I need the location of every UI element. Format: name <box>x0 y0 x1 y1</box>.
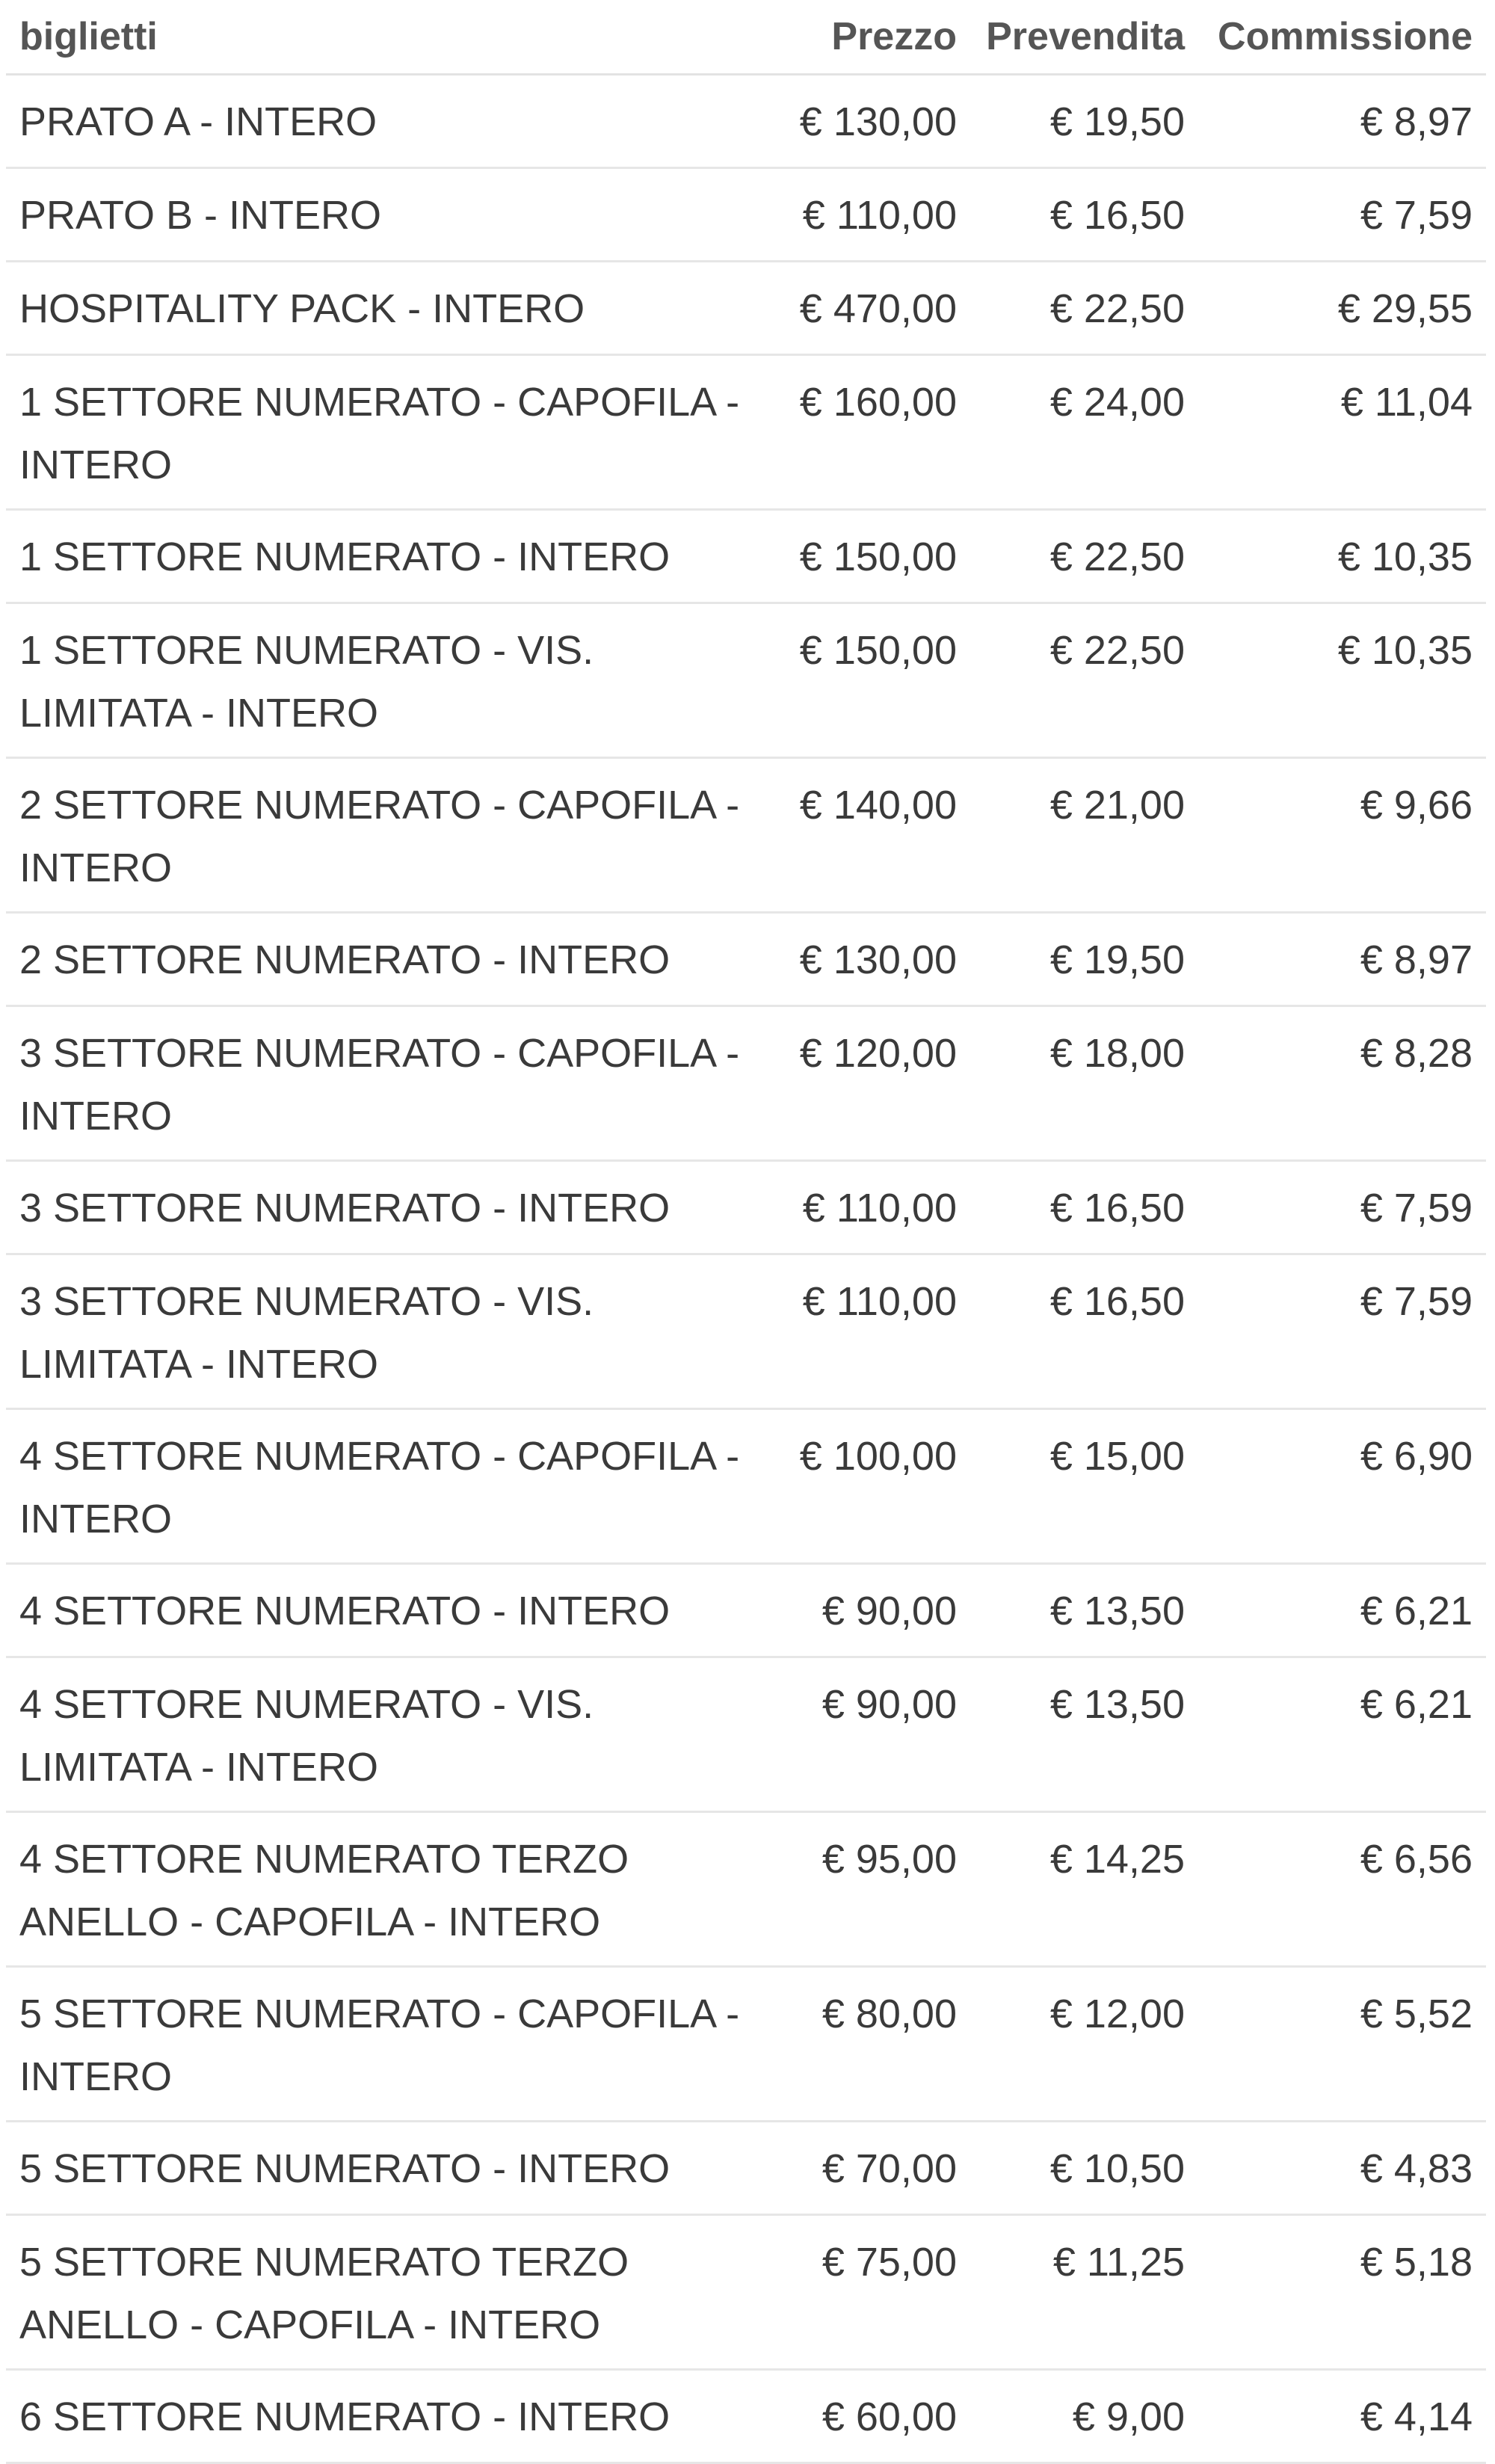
ticket-presale: € 19,50 <box>970 75 1198 168</box>
ticket-name: PRATO B - INTERO <box>6 168 776 262</box>
ticket-name: 4 SETTORE NUMERATO - CAPOFILA - INTERO <box>6 1409 776 1564</box>
ticket-presale: € 14,25 <box>970 1812 1198 1967</box>
table-row <box>6 168 1486 262</box>
ticket-price: € 95,00 <box>776 1812 970 1967</box>
ticket-presale: € 22,50 <box>970 510 1198 603</box>
ticket-price: € 160,00 <box>776 355 970 510</box>
ticket-fee: € 5,52 <box>1198 1967 1486 2122</box>
ticket-fee: € 11,04 <box>1198 355 1486 510</box>
ticket-price: € 75,00 <box>776 2215 970 2370</box>
ticket-presale: € 16,50 <box>970 1254 1198 1409</box>
ticket-name: 3 SETTORE NUMERATO - CAPOFILA - INTERO <box>6 1006 776 1161</box>
ticket-name: 4 SETTORE NUMERATO TERZO ANELLO - CAPOFILA - INTERO <box>6 1812 776 1967</box>
ticket-price: € 150,00 <box>776 510 970 603</box>
ticket-price: € 80,00 <box>776 1967 970 2122</box>
ticket-presale: € 22,50 <box>970 603 1198 758</box>
column-header-tickets: biglietti <box>6 0 776 75</box>
ticket-fee: € 9,66 <box>1198 758 1486 913</box>
ticket-fee: € 4,83 <box>1198 2122 1486 2215</box>
ticket-price: € 140,00 <box>776 758 970 913</box>
ticket-price: € 110,00 <box>776 1254 970 1409</box>
ticket-presale: € 13,50 <box>970 1564 1198 1657</box>
ticket-fee: € 7,59 <box>1198 1161 1486 1254</box>
ticket-price: € 100,00 <box>776 1409 970 1564</box>
ticket-fee: € 6,90 <box>1198 1409 1486 1564</box>
ticket-price: € 110,00 <box>776 1161 970 1254</box>
ticket-name: 2 SETTORE NUMERATO - CAPOFILA - INTERO <box>6 758 776 913</box>
ticket-fee: € 4,14 <box>1198 2370 1486 2463</box>
ticket-presale: € 19,50 <box>970 913 1198 1006</box>
ticket-fee: € 6,56 <box>1198 1812 1486 1967</box>
column-header-presale: Prevendita <box>970 0 1198 75</box>
ticket-price: € 130,00 <box>776 913 970 1006</box>
ticket-price: € 70,00 <box>776 2122 970 2215</box>
table-row <box>6 1967 1486 2122</box>
ticket-fee: € 7,59 <box>1198 1254 1486 1409</box>
ticket-price: € 110,00 <box>776 168 970 262</box>
table-row <box>6 1161 1486 1254</box>
ticket-fee: € 6,21 <box>1198 1564 1486 1657</box>
table-header-row <box>6 0 1486 75</box>
ticket-fee: € 6,21 <box>1198 1657 1486 1812</box>
table-row <box>6 1812 1486 1967</box>
table-row <box>6 758 1486 913</box>
ticket-fee: € 8,97 <box>1198 913 1486 1006</box>
ticket-name: 1 SETTORE NUMERATO - VIS. LIMITATA - INTERO <box>6 603 776 758</box>
ticket-presale: € 18,00 <box>970 1006 1198 1161</box>
ticket-presale: € 22,50 <box>970 262 1198 355</box>
ticket-name: PRATO A - INTERO <box>6 75 776 168</box>
ticket-name: HOSPITALITY PACK - INTERO <box>6 262 776 355</box>
ticket-name: 1 SETTORE NUMERATO - INTERO <box>6 510 776 603</box>
table-row <box>6 510 1486 603</box>
ticket-price: € 90,00 <box>776 1564 970 1657</box>
ticket-presale: € 16,50 <box>970 1161 1198 1254</box>
ticket-presale: € 11,25 <box>970 2215 1198 2370</box>
ticket-price: € 120,00 <box>776 1006 970 1161</box>
ticket-name: 6 SETTORE NUMERATO - INTERO <box>6 2370 776 2463</box>
ticket-price: € 130,00 <box>776 75 970 168</box>
table-row <box>6 1409 1486 1564</box>
table-row <box>6 1006 1486 1161</box>
ticket-name: 5 SETTORE NUMERATO TERZO ANELLO - CAPOFILA - INTERO <box>6 2215 776 2370</box>
table-row <box>6 262 1486 355</box>
column-header-price: Prezzo <box>776 0 970 75</box>
ticket-presale: € 9,00 <box>970 2370 1198 2463</box>
table-row <box>6 2122 1486 2215</box>
table-row <box>6 2370 1486 2463</box>
ticket-price: € 470,00 <box>776 262 970 355</box>
table-row <box>6 2215 1486 2370</box>
ticket-price-table-container <box>6 0 1486 2464</box>
ticket-fee: € 7,59 <box>1198 168 1486 262</box>
ticket-name: 5 SETTORE NUMERATO - CAPOFILA - INTERO <box>6 1967 776 2122</box>
ticket-fee: € 5,18 <box>1198 2215 1486 2370</box>
ticket-name: 3 SETTORE NUMERATO - VIS. LIMITATA - INTERO <box>6 1254 776 1409</box>
table-row <box>6 1254 1486 1409</box>
ticket-name: 5 SETTORE NUMERATO - INTERO <box>6 2122 776 2215</box>
table-row <box>6 1657 1486 1812</box>
column-header-fee: Commissione <box>1198 0 1486 75</box>
ticket-fee: € 8,97 <box>1198 75 1486 168</box>
table-header <box>6 0 1486 75</box>
ticket-name: 1 SETTORE NUMERATO - CAPOFILA - INTERO <box>6 355 776 510</box>
ticket-presale: € 24,00 <box>970 355 1198 510</box>
ticket-fee: € 10,35 <box>1198 603 1486 758</box>
ticket-fee: € 29,55 <box>1198 262 1486 355</box>
ticket-price: € 90,00 <box>776 1657 970 1812</box>
ticket-presale: € 15,00 <box>970 1409 1198 1564</box>
table-row <box>6 1564 1486 1657</box>
table-body <box>6 75 1486 2463</box>
ticket-presale: € 16,50 <box>970 168 1198 262</box>
ticket-presale: € 10,50 <box>970 2122 1198 2215</box>
ticket-price-table <box>6 0 1486 2464</box>
ticket-name: 4 SETTORE NUMERATO - VIS. LIMITATA - INTERO <box>6 1657 776 1812</box>
ticket-price: € 150,00 <box>776 603 970 758</box>
ticket-name: 4 SETTORE NUMERATO - INTERO <box>6 1564 776 1657</box>
ticket-name: 3 SETTORE NUMERATO - INTERO <box>6 1161 776 1254</box>
ticket-presale: € 12,00 <box>970 1967 1198 2122</box>
ticket-presale: € 13,50 <box>970 1657 1198 1812</box>
table-row <box>6 75 1486 168</box>
ticket-fee: € 10,35 <box>1198 510 1486 603</box>
table-row <box>6 355 1486 510</box>
ticket-presale: € 21,00 <box>970 758 1198 913</box>
ticket-price: € 60,00 <box>776 2370 970 2463</box>
table-row <box>6 913 1486 1006</box>
ticket-fee: € 8,28 <box>1198 1006 1486 1161</box>
ticket-name: 2 SETTORE NUMERATO - INTERO <box>6 913 776 1006</box>
table-row <box>6 603 1486 758</box>
